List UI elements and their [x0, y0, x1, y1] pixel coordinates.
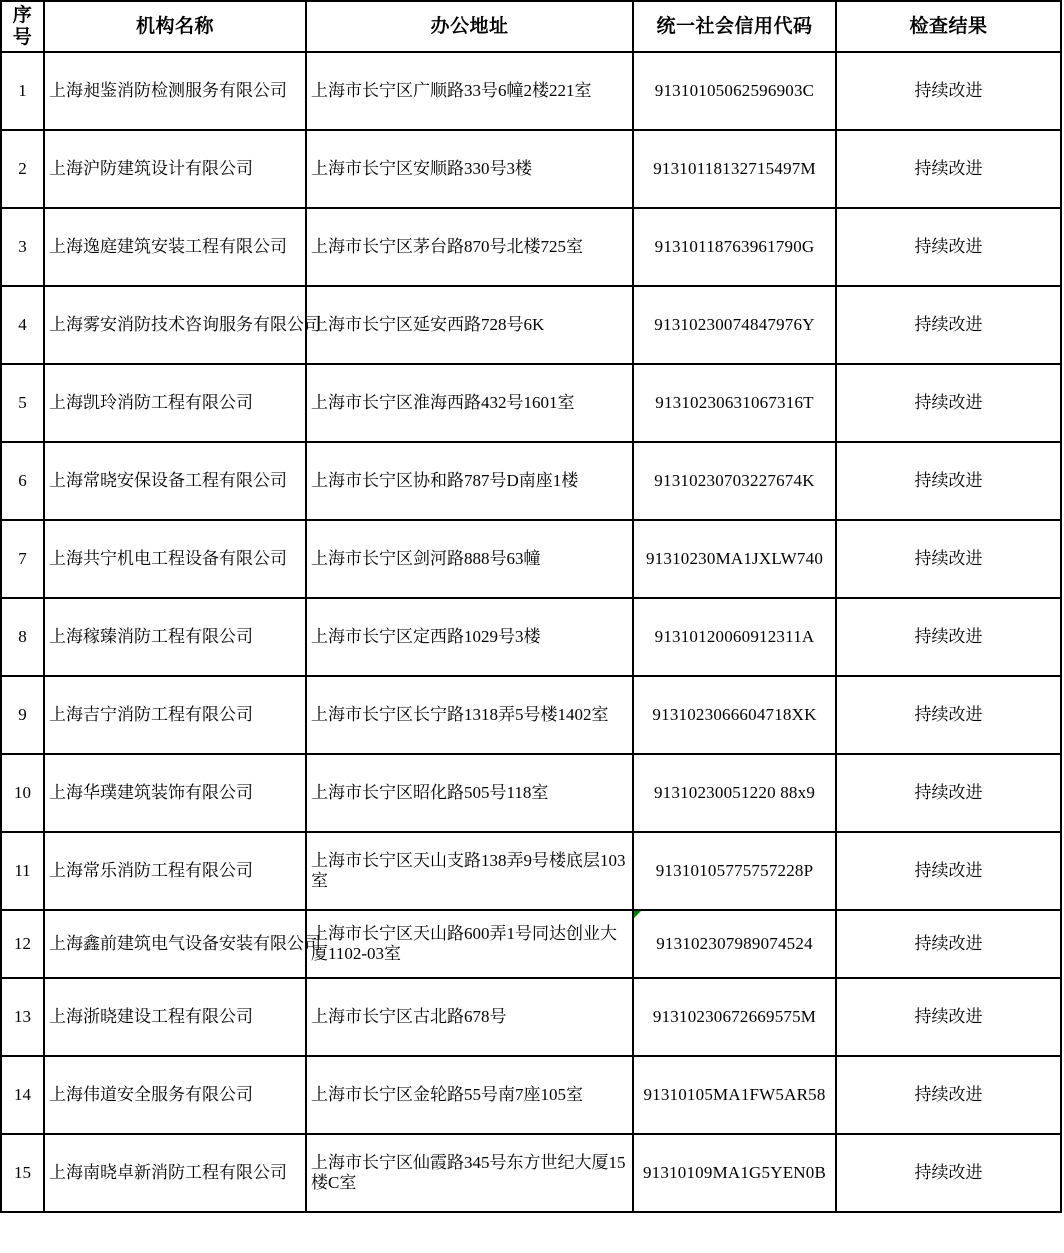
- table-row: [1, 910, 1061, 978]
- cell-inspection-result: 持续改进: [836, 52, 1061, 130]
- cell-credit-code: 91310230703227674K: [633, 442, 836, 520]
- column-header-code: 统一社会信用代码: [633, 1, 836, 52]
- cell-organization-name: 上海凯玲消防工程有限公司: [44, 364, 306, 442]
- cell-sequence-number: 10: [1, 754, 44, 832]
- cell-credit-code: 91310230672669575M: [633, 978, 836, 1056]
- cell-inspection-result: 持续改进: [836, 442, 1061, 520]
- table-row: [1, 676, 1061, 754]
- cell-sequence-number: 3: [1, 208, 44, 286]
- cell-office-address: 上海市长宁区淮海西路432号1601室: [306, 364, 633, 442]
- table-body: [1, 52, 1061, 1212]
- cell-credit-code: 91310105775757228P: [633, 832, 836, 910]
- cell-inspection-result: 持续改进: [836, 754, 1061, 832]
- cell-organization-name: 上海雾安消防技术咨询服务有限公司: [44, 286, 306, 364]
- cell-credit-code: 91310105MA1FW5AR58: [633, 1056, 836, 1134]
- cell-sequence-number: 12: [1, 910, 44, 978]
- cell-inspection-result: 持续改进: [836, 364, 1061, 442]
- cell-credit-code: 913102307989074524: [633, 910, 836, 978]
- cell-inspection-result: 持续改进: [836, 520, 1061, 598]
- column-header-seq: 序号: [1, 1, 44, 52]
- cell-organization-name: 上海共宁机电工程设备有限公司: [44, 520, 306, 598]
- table-row: [1, 832, 1061, 910]
- cell-office-address: 上海市长宁区仙霞路345号东方世纪大厦15楼C室: [306, 1134, 633, 1212]
- column-header-name: 机构名称: [44, 1, 306, 52]
- cell-inspection-result: 持续改进: [836, 1056, 1061, 1134]
- cell-inspection-result: 持续改进: [836, 208, 1061, 286]
- cell-office-address: 上海市长宁区天山路600弄1号同达创业大厦1102-03室: [306, 910, 633, 978]
- cell-sequence-number: 5: [1, 364, 44, 442]
- table-row: [1, 442, 1061, 520]
- table-row: [1, 598, 1061, 676]
- cell-sequence-number: 8: [1, 598, 44, 676]
- table-row: [1, 208, 1061, 286]
- cell-sequence-number: 4: [1, 286, 44, 364]
- cell-organization-name: 上海常晓安保设备工程有限公司: [44, 442, 306, 520]
- column-header-result: 检查结果: [836, 1, 1061, 52]
- cell-organization-name: 上海伟道安全服务有限公司: [44, 1056, 306, 1134]
- cell-organization-name: 上海稼臻消防工程有限公司: [44, 598, 306, 676]
- table-row: [1, 130, 1061, 208]
- cell-sequence-number: 11: [1, 832, 44, 910]
- cell-office-address: 上海市长宁区昭化路505号118室: [306, 754, 633, 832]
- table-header: [1, 1, 1061, 52]
- cell-office-address: 上海市长宁区金轮路55号南7座105室: [306, 1056, 633, 1134]
- table-row: [1, 1134, 1061, 1212]
- cell-inspection-result: 持续改进: [836, 130, 1061, 208]
- cell-sequence-number: 13: [1, 978, 44, 1056]
- cell-organization-name: 上海浙晓建设工程有限公司: [44, 978, 306, 1056]
- cell-office-address: 上海市长宁区安顺路330号3楼: [306, 130, 633, 208]
- cell-credit-code: 91310230074847976Y: [633, 286, 836, 364]
- cell-organization-name: 上海逸庭建筑安装工程有限公司: [44, 208, 306, 286]
- cell-sequence-number: 2: [1, 130, 44, 208]
- cell-inspection-result: 持续改进: [836, 978, 1061, 1056]
- cell-sequence-number: 7: [1, 520, 44, 598]
- cell-office-address: 上海市长宁区剑河路888号63幢: [306, 520, 633, 598]
- table-row: [1, 364, 1061, 442]
- cell-office-address: 上海市长宁区广顺路33号6幢2楼221室: [306, 52, 633, 130]
- cell-sequence-number: 9: [1, 676, 44, 754]
- cell-organization-name: 上海沪防建筑设计有限公司: [44, 130, 306, 208]
- table-row: [1, 286, 1061, 364]
- cell-inspection-result: 持续改进: [836, 676, 1061, 754]
- cell-sequence-number: 15: [1, 1134, 44, 1212]
- cell-credit-code: 91310109MA1G5YEN0B: [633, 1134, 836, 1212]
- cell-inspection-result: 持续改进: [836, 1134, 1061, 1212]
- cell-inspection-result: 持续改进: [836, 832, 1061, 910]
- cell-organization-name: 上海昶鉴消防检测服务有限公司: [44, 52, 306, 130]
- cell-office-address: 上海市长宁区长宁路1318弄5号楼1402室: [306, 676, 633, 754]
- cell-organization-name: 上海吉宁消防工程有限公司: [44, 676, 306, 754]
- cell-office-address: 上海市长宁区天山支路138弄9号楼底层103室: [306, 832, 633, 910]
- cell-credit-code: 91310230MA1JXLW740: [633, 520, 836, 598]
- table-row: [1, 754, 1061, 832]
- cell-credit-code: 9131023066604718XK: [633, 676, 836, 754]
- cell-office-address: 上海市长宁区定西路1029号3楼: [306, 598, 633, 676]
- cell-office-address: 上海市长宁区茅台路870号北楼725室: [306, 208, 633, 286]
- cell-sequence-number: 1: [1, 52, 44, 130]
- cell-inspection-result: 持续改进: [836, 286, 1061, 364]
- cell-organization-name: 上海常乐消防工程有限公司: [44, 832, 306, 910]
- cell-organization-name: 上海鑫前建筑电气设备安装有限公司: [44, 910, 306, 978]
- cell-organization-name: 上海南晓卓新消防工程有限公司: [44, 1134, 306, 1212]
- header-row: [1, 1, 1061, 52]
- cell-credit-code: 91310118132715497M: [633, 130, 836, 208]
- cell-organization-name: 上海华璞建筑装饰有限公司: [44, 754, 306, 832]
- cell-comment-marker-icon: [634, 911, 641, 918]
- cell-office-address: 上海市长宁区古北路678号: [306, 978, 633, 1056]
- cell-credit-code: 91310105062596903C: [633, 52, 836, 130]
- cell-sequence-number: 6: [1, 442, 44, 520]
- cell-credit-code: 91310118763961790G: [633, 208, 836, 286]
- table-row: [1, 52, 1061, 130]
- table-row: [1, 978, 1061, 1056]
- column-header-addr: 办公地址: [306, 1, 633, 52]
- table-row: [1, 520, 1061, 598]
- cell-sequence-number: 14: [1, 1056, 44, 1134]
- cell-inspection-result: 持续改进: [836, 910, 1061, 978]
- cell-inspection-result: 持续改进: [836, 598, 1061, 676]
- cell-credit-code: 91310120060912311A: [633, 598, 836, 676]
- cell-office-address: 上海市长宁区延安西路728号6K: [306, 286, 633, 364]
- cell-credit-code: 91310230631067316T: [633, 364, 836, 442]
- cell-office-address: 上海市长宁区协和路787号D南座1楼: [306, 442, 633, 520]
- cell-credit-code: 91310230051220 88x9: [633, 754, 836, 832]
- table-row: [1, 1056, 1061, 1134]
